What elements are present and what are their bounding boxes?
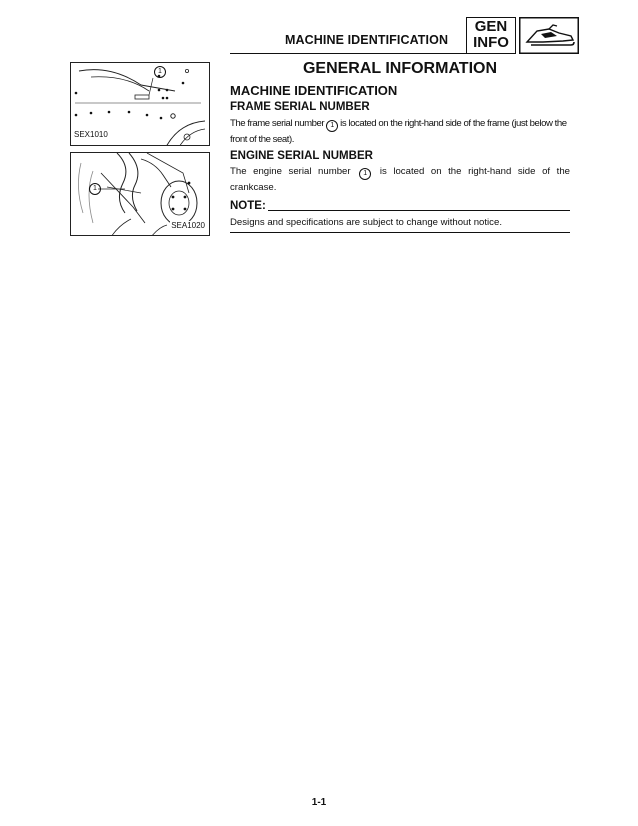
frame-callout-marker: 1 [326, 120, 338, 132]
frame-serial-text [230, 116, 570, 148]
page-title: GENERAL INFORMATION [302, 60, 498, 77]
engine-text-end: is located on the right-hand side of the crankcase. [230, 166, 571, 193]
snowmobile-icon [519, 17, 579, 54]
note-text: Designs and specifications are subject to change without notice. [230, 217, 502, 228]
engine-text-start: The engine serial number [230, 166, 351, 177]
section-heading: MACHINE IDENTIFICATION [230, 83, 398, 98]
engine-serial-text [230, 164, 570, 196]
frame-callout-1: 1 [154, 66, 166, 78]
figure-code: SEX1010 [74, 130, 108, 139]
frame-text-end: is located on the right-hand side of the frame (just below the front of the seat). [230, 118, 567, 145]
gen-info-badge [466, 17, 516, 54]
badge-line-1: GEN [474, 18, 508, 35]
page-number: 1-1 [311, 797, 327, 808]
header-divider [230, 53, 466, 54]
section-title: MACHINE IDENTIFICATION [285, 33, 449, 47]
engine-serial-heading: ENGINE SERIAL NUMBER [230, 150, 373, 162]
note-divider [268, 210, 570, 211]
frame-serial-heading: FRAME SERIAL NUMBER [230, 101, 370, 113]
engine-serial-figure [70, 152, 210, 236]
badge-line-2: INFO [473, 33, 509, 51]
engine-callout-marker: 1 [359, 168, 371, 180]
frame-text-start: The frame serial number [230, 118, 325, 129]
note-label: NOTE: [230, 200, 266, 212]
frame-serial-figure [70, 62, 210, 146]
note-end-divider [230, 232, 570, 233]
engine-callout-1: 1 [89, 183, 101, 195]
figure-code: SEA1020 [171, 221, 205, 230]
